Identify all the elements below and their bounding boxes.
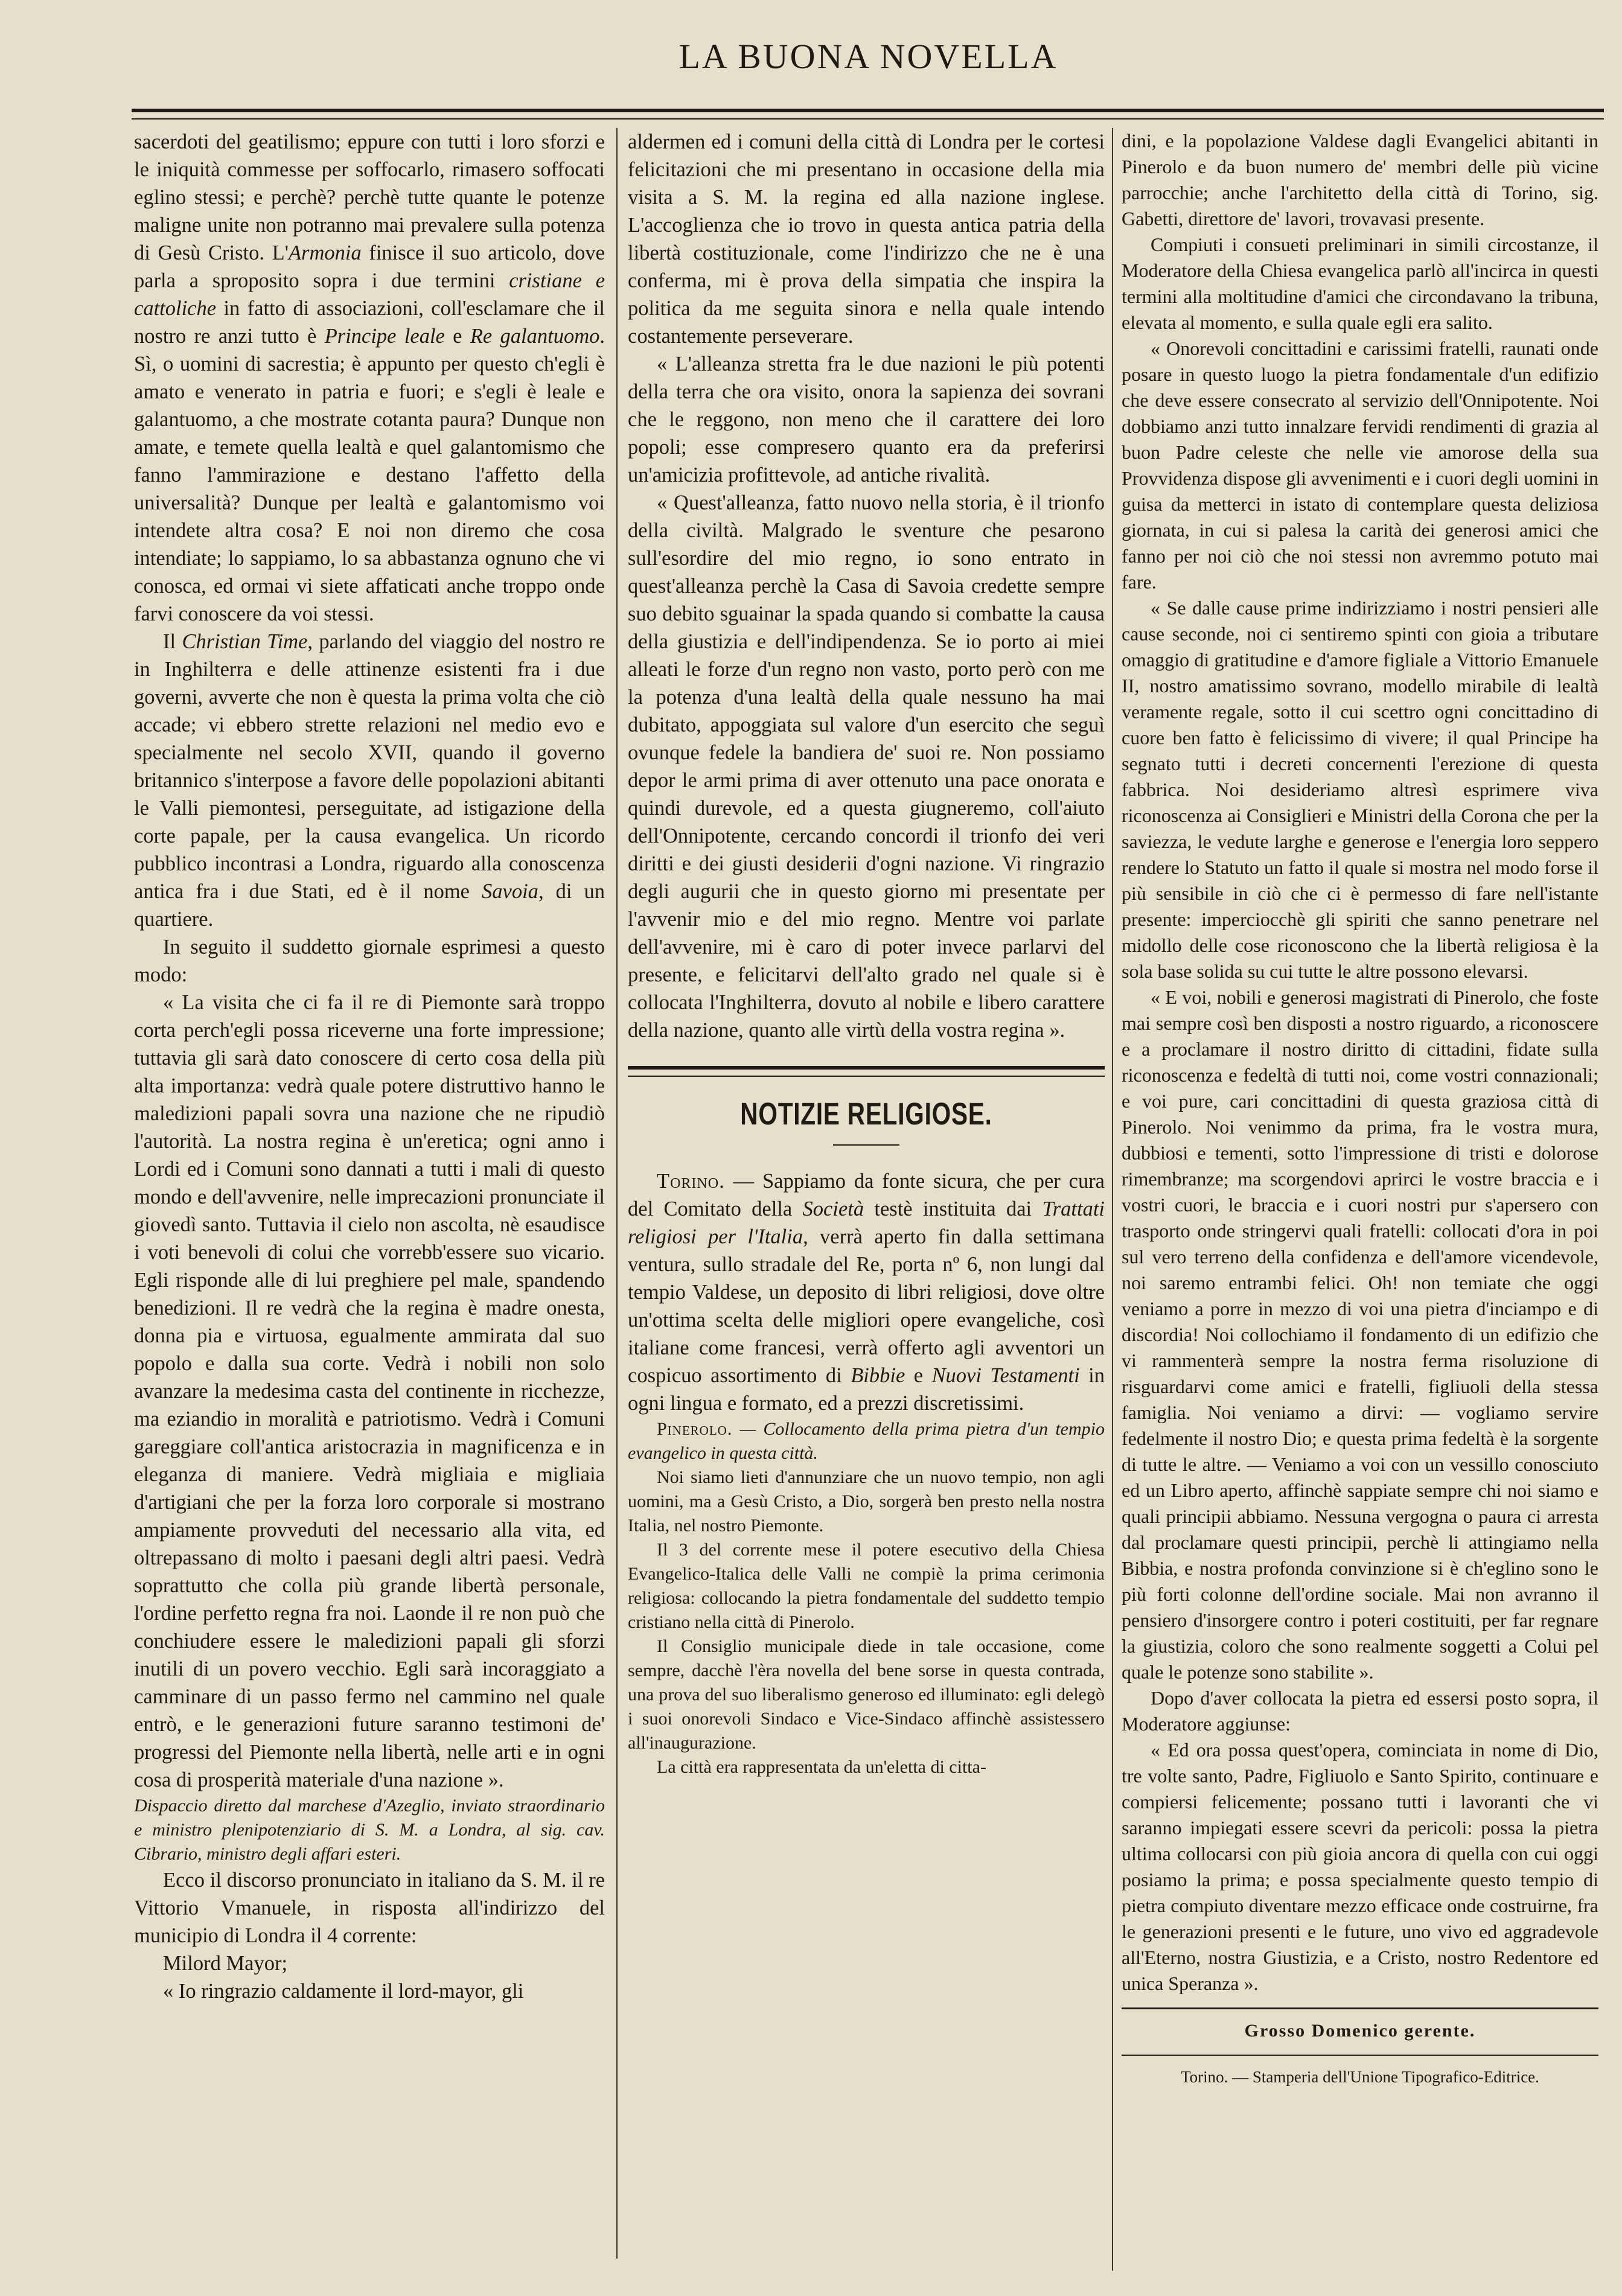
section-underline	[833, 1144, 899, 1146]
paragraph: Il Christian Time, parlando del viaggio del nostro re in Inghilterra e delle attinenze esistenti fra i due governi, avverte che non è questa la prima volta che ciò accade; vi ebbero strette relazioni nel medio evo e specialmente nel secolo XVII, quando il governo britannico s'interpose a favore delle popolazioni abitanti le Valli piemontesi, perseguitate, ad istigazione della corte papale, per la causa evangelica. Un ricordo pubblico incontrasi a Londra, riguardo alla conoscenza antica fra i due Stati, ed è il nome Savoia, di un quartiere.	[134, 630, 605, 931]
column-divider-1	[616, 128, 618, 2259]
paragraph: aldermen ed i comuni della città di Londra per le cortesi felicitazioni che mi presentano in occasione della mia visita a S. M. la regina ed alla nazione inglese. L'accoglienza che io trovo in questa antica patria della libertà costituzionale, come l'indirizzo che ne è una conferma, mi è prova della simpatia che inspira la politica da me seguita sinora e nella quale intendo costantemente perseverare.	[628, 130, 1105, 348]
paragraph: Ecco il discorso pronunciato in italiano da S. M. il re Vittorio Vmanuele, in risposta all'indirizzo del municipio di Londra il 4 corrente:	[134, 1869, 605, 1947]
column-2	[628, 128, 1105, 2265]
section-rule	[628, 1066, 1105, 1077]
paragraph: Noi siamo lieti d'annunziare che un nuovo tempio, non agli uomini, ma a Gesù Cristo, a Dio, sorgerà ben presto nella nostra Italia, nel nostro Piemonte.	[628, 1467, 1105, 1535]
paragraph: « Ed ora possa quest'opera, cominciata in nome di Dio, tre volte santo, Padre, Figliuolo e Santo Spirito, continuare e compiersi felicemente; possano tutti i lavoranti che vi saranno impiegati essere scevri da pericoli: possa la pietra ultima collocarsi con più gioia ancora di quella con cui oggi posiamo la prima; e possa specialmente questo tempio di pietra compiuto diventare mezzo efficace onde costruirne, fra le generazioni presenti e le future, uno vivo ed aggradevole all'Eterno, nostra Giustizia, e a Cristo, nostro Redentore ed unica Speranza ».	[1122, 1739, 1598, 1994]
quoted-paragraph: « La visita che ci fa il re di Piemonte sarà troppo corta perch'egli possa riceverne una forte impressione; tuttavia gli sarà dato conoscere di certo cosa della più alta importanza: vedrà quale potere distruttivo hanno le maledizioni papali sovra una nazione che ne ripudiò l'autorità. La nostra regina è un'eretica; ogni anno i Lordi ed i Comuni sono dannati a tutti i mali di questo mondo e dell'avvenire, nelle imprecazioni pronunciate il giovedì santo. Tuttavia il cielo non ascolta, nè esaudisce i voti benevoli di colui che vorrebb'essere suo vicario. Egli risponde alle di lui preghiere pel male, spandendo benedizioni. Il re vedrà che la regina è madre onesta, donna pia e virtuosa, egualmente ammirata dal suo popolo e dalla sua corte. Vedrà i nobili non solo avanzare la medesima casta del continente in ricchezze, ma eziandio in moralità e patriotismo. Vedrà i Comuni gareggiare coll'antica aristocrazia in magnificenza e in eleganza di maniere. Vedrà migliaia e migliaia d'artigiani che per la forza loro corporale si mostrano ampiamente provveduti del necessario alla vita, ed oltrepassano di molto i paesani degli altri paesi. Vedrà soprattutto che colla più grande libertà personale, l'ordine perfetto regna fra noi. Laonde il re non può che conchiudere essere le maledizioni papali gli sforzi inutili di un povero vecchio. Egli sarà incoraggiato a camminare di un passo fermo nel cammino nel quale entrò, e le generazioni future saranno testimoni de' progressi del Piemonte nella libertà, nelle arti e in ogni cosa di prosperità materiale d'una nazione ».	[134, 991, 605, 1791]
section-title: NOTIZIE RELIGIOSE.	[740, 1097, 992, 1132]
gerente-line: Grosso Domenico gerente.	[1244, 2021, 1476, 2041]
column-3	[1122, 128, 1598, 2265]
dispatch-heading: Dispaccio diretto dal marchese d'Azeglio, inviato straordinario e ministro plenipotenziario di S. M. a Londra, al sig. cav. Cibrario, ministro degli affari esteri.	[134, 1796, 605, 1864]
printer-imprint: Torino. — Stamperia dell'Unione Tipografico-Editrice.	[1181, 2068, 1539, 2086]
footer-rule-2	[1122, 2055, 1598, 2056]
paragraph: In seguito il suddetto giornale esprimesi a questo modo:	[134, 936, 605, 986]
paragraph: La città era rappresentata da un'eletta di citta-	[657, 1757, 986, 1777]
paragraph: « Onorevoli concittadini e carissimi fratelli, raunati onde posare in questo luogo la pietra fondamentale d'un edifizio che deve essere consecrato al servizio dell'Onnipotente. Noi dobbiamo anzi tutto innalzare fervidi rendimenti di grazia al buon Padre celeste che nelle vie amorose della sua Provvidenza dispose gli avvenimenti e i cuori degli uomini in guisa da metterci in istato di contemplare questa deliziosa giornata, in cui si palesa la carità dei generosi amici che fanno per noi ciò che noi stessi non avremmo potuto mai fare.	[1122, 337, 1598, 593]
salutation: Milord Mayor;	[163, 1952, 288, 1975]
paragraph: Il 3 del corrente mese il potere esecutivo della Chiesa Evangelico-Italica delle Valli ne compiè la prima cerimonia religiosa: collocando la pietra fondamentale del suddetto tempio cristiano nella città di Pinerolo.	[628, 1540, 1105, 1632]
paragraph: « E voi, nobili e generosi magistrati di Pinerolo, che foste mai sempre così ben disposti a nostro riguardo, a riconoscere e a proclamare il nostro diritto di cittadini, fidate sulla riconoscenza e fedeltà di tutti noi, come vostri connazionali; e voi pure, cari concittadini di questa graziosa città di Pinerolo. Noi venimmo da prima, fra le vostra mura, dubbiosi e tementi, sotto l'impressione di tristi e dolorose rimembranze; ma scorgendovi aprirci le vostre braccia e i vostri cuori, le braccia e i cuori nostri pur s'apersero con trasporto onde stringervi quali fratelli: collocati d'ora in poi sul vero terreno della confidenza e dell'amore vicendevole, noi saremo entrambi felici. Oh! non temiate che oggi veniamo a porre in mezzo di voi una pietra d'inciampo e di discordia! Noi collochiamo il fondamento di un edifizio che vi rammenterà sempre la nostra ferma risoluzione di risguardarvi come amici e fratelli, figliuoli della stessa famiglia. Noi veniamo a dirvi: — vogliamo servire fedelmente il nostro Dio; e questa prima fedeltà è la sorgente di tutte le altre. — Veniamo a voi con un vessillo conosciuto ed un Libro aperto, affinchè sappiate sempre chi noi siamo e quali principii abbiamo. Nessuna vergogna o paura ci arresta dal proclamare questi principii, perchè li attingiamo nella Bibbia, e nostra profonda convinzione si è ch'eglino sono le più forti colonne dell'ordine sociale. Mai non avranno il pensiero d'insorgere contro i poteri costituiti, per far regnare la giustizia, coloro che sono realmente soggetti a Colui pel quale le potenze sono stabilite ».	[1122, 986, 1598, 1683]
paragraph: dini, e la popolazione Valdese dagli Evangelici abitanti in Pinerolo e da buon numero de' membri delle più vicine parrocchie; anche l'architetto della città di Torino, sig. Gabetti, direttore de' lavori, trovavasi presente.	[1122, 130, 1598, 229]
paragraph: Compiuti i consueti preliminari in simili circostanze, il Moderatore della Chiesa evangelica parlò all'incirca in questi termini alla moltitudine d'amici che circondavano la tribuna, elevata al momento, e sulla quale egli era salito.	[1122, 234, 1598, 333]
paragraph: sacerdoti del geatilismo; eppure con tutti i loro sforzi e le iniquità commesse per soffocarlo, rimasero soffocati eglino stessi; e perchè? perchè tutte quante le potenze maligne unite non potranno mai prevalere sulla potenza di Gesù Cristo. L'Armonia finisce il suo articolo, dove parla a sproposito sopra i due termini cristiane e cattoliche in fatto di associazioni, coll'esclamare che il nostro re anzi tutto è Principe leale e Re galantuomo. Sì, o uomini di sacrestia; è appunto per questo ch'egli è amato e venerato in patria e fuori; e s'egli è leale e galantuomo, a che mostrate cotanta paura? Dunque non amate, e temete quella lealtà e quel galantomismo che fanno l'ammirazione e destano l'affetto della universalità? Dunque per lealtà e galantomismo voi intendete altra cosa? E noi non diremo che cosa intendiate; lo sappiamo, lo sa abbastanza ognuno che vi conosca, ed ormai vi siete affaticati anche troppo onde farvi conoscere da voi stessi.	[134, 130, 605, 625]
footer-rule	[1122, 2007, 1598, 2009]
paragraph: « Io ringrazio caldamente il lord-mayor, gli	[163, 1980, 524, 2003]
news-torino: Torino. — Sappiamo da fonte sicura, che per cura del Comitato della Società testè instituita dai Trattati religiosi per l'Italia, verrà aperto fin dalla settimana ventura, sullo stradale del Re, porta nº 6, non lungi dal tempio Valdese, un deposito di libri religiosi, dove oltre un'ottima scelta delle migliori opere evangeliche, così italiane come francesi, verrà offerto agli avventori un cospicuo assortimento di Bibbie e Nuovi Testamenti in ogni lingua e formato, ed a prezzi discretissimi.	[628, 1170, 1105, 1415]
paragraph: « Quest'alleanza, fatto nuovo nella storia, è il trionfo della civiltà. Malgrado le sventure che pesarono sull'esordire del mio regno, io sono entrato in quest'alleanza perchè la Casa di Savoia credette sempre suo debito sguainar la spada quando si combatte la causa della giustizia e dell'indipendenza. Se io porto ai miei alleati le forze d'un regno non vasto, porto però con me la potenza d'una lealtà della quale nessuno ha mai dubitato, appoggiata sul valore d'un esercito che seguì ovunque fedele la bandiera de' suoi re. Non possiamo depor le armi prima di aver ottenuto una pace onorata e quindi durevole, ed a questa giugneremo, coll'aiuto dell'Onnipotente, cercando concordi il trionfo dei veri diritti e dei giusti desiderii d'ogni nazione. Vi ringrazio degli augurii che in questo giorno mi presentate per l'avvenir mio e del mio regno. Mentre voi parlate dell'avvenire, mi è caro di poter invece parlarvi del presente, e felicitarvi dell'alto grado nel quale si è collocata l'Inghilterra, dovuto al nobile e libero carattere della nazione, quanto alle virtù della vostra regina ».	[628, 491, 1105, 1042]
masthead-rule	[132, 109, 1604, 120]
paragraph: « Se dalle cause prime indirizziamo i nostri pensieri alle cause seconde, noi ci sentiremo spinti con gioia a tributare omaggio di gratitudine e d'amore figliale a Vittorio Emanuele II, nostro amatissimo sovrano, modello mirabile di lealtà veramente regale, sotto il cui scettro ogni concittadino di cuore ben fatto è felicissimo di vivere; il qual Principe ha segnato tutti i decreti concernenti l'erezione di questa fabbrica. Noi desideriamo altresì esprimere viva riconoscenza ai Consiglieri e Ministri della Corona che per la saviezza, le vedute larghe e generose e l'energia loro seppero rendere lo Statuto un fatto il quale si mostra nel modo forse il più sensibile in ciò che ci è permesso di fare nell'istante presente: imperciocchè gli spiriti che sanno penetrare nel midollo delle cose riconoscono che la libertà religiosa è la sola base solida su cui tutte le altre possono elevarsi.	[1122, 597, 1598, 982]
paragraph: Il Consiglio municipale diede in tale occasione, come sempre, dacchè l'èra novella del bene sorse in questa contrada, una prova del suo liberalismo generoso ed illuminato: egli delegò i suoi onorevoli Sindaco e Vice-Sindaco affinchè assistessero all'inaugurazione.	[628, 1636, 1105, 1753]
news-pinerolo-heading: Pinerolo. — Collocamento della prima pietra d'un tempio evangelico in questa città.	[628, 1419, 1105, 1463]
column-divider-2	[1112, 128, 1113, 2271]
column-1	[134, 128, 605, 2265]
paragraph: « L'alleanza stretta fra le due nazioni le più potenti della terra che ora visito, onora la sapienza dei sovrani che le reggono, non meno che il carattere dei loro popoli; esse compresero quanto era da preferirsi un'amicizia profittevole, ad antiche rivalità.	[628, 352, 1105, 486]
paragraph: Dopo d'aver collocata la pietra ed essersi posto sopra, il Moderatore aggiunse:	[1122, 1687, 1598, 1735]
masthead-title: LA BUONA NOVELLA	[678, 37, 1058, 76]
